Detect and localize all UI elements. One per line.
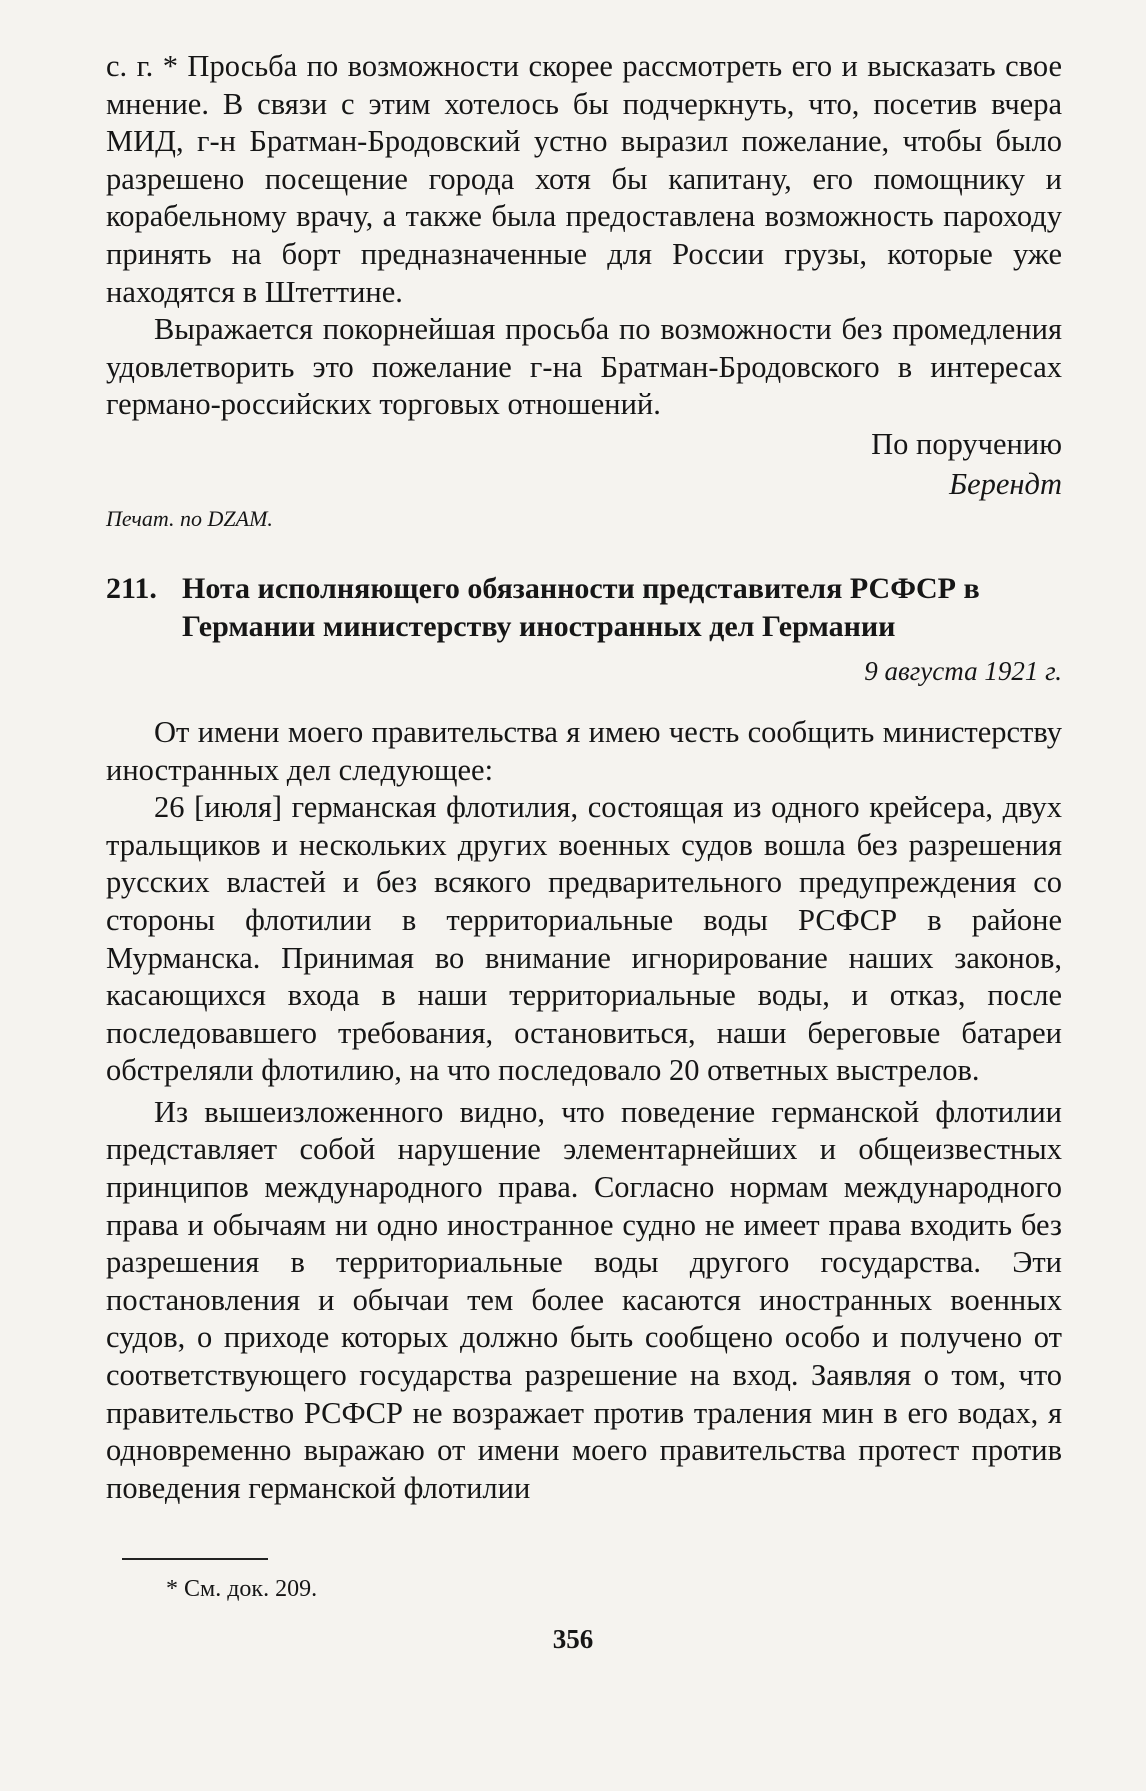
footnote-divider: [122, 1558, 268, 1560]
paragraph-continuation: с. г. * Просьба по возможности скорее рассмотреть его и высказать свое мнение. В связи с этим хотелось бы подчеркнуть, что, посетив вчера МИД, г-н Братман-Бродовский устно выразил пожелание, чтобы было разрешено посещение города хотя бы капитану, его помощнику и корабельному врачу, а также была предоставлена возможность пароходу принять на борт предназначенные для России грузы, которые уже находятся в Штеттине.: [106, 49, 1062, 309]
document-date: 9 августа 1921 г.: [864, 655, 1062, 686]
text-column: [106, 48, 1062, 1507]
paragraph-protest: Из вышеизложенного видно, что поведение германской флотилии представляет собой нарушение элементарнейших и общеизвестных принципов международного права. Согласно нормам международного права и обычаям ни одно иностранное судно не имеет права входить без разрешения в территориальные воды другого государства. Эти постановления и обычаи тем более касаются иностранных военных судов, о приходе которых должно быть сообщено особо и получено от соответствующего государства разрешение на вход. Заявляя о том, что правительство РСФСР не возражает против траления мин в его водах, я одновременно выражаю от имени моего правительства протест против поведения германской флотилии: [106, 1094, 1062, 1505]
closing-phrase: По поручению: [871, 426, 1062, 461]
footnote: * См. док. 209.: [166, 1576, 318, 1602]
document-title: Нота исполняющего обязанности представителя РСФСР в Германии министерству иностранных дел Германии: [182, 571, 980, 643]
source-note: Печат. по DZAM.: [106, 505, 273, 531]
page-number: 356: [552, 1624, 594, 1654]
paragraph-incident: 26 [июля] германская флотилия, состоящая из одного крейсера, двух тральщиков и нескольких других военных судов вошла без разрешения русских властей и без всякого предварительного предупреждения со стороны флотилии в территориальные воды РСФСР в районе Мурманска. Принимая во внимание игнорирование наших законов, касающихся входа в наши территориальные воды, и отказ, после последовавшего требования, остановиться, наши береговые батареи обстреляли флотилию, на что последовало 20 ответных выстрелов.: [106, 790, 1062, 1088]
document-heading: [106, 570, 1062, 646]
paragraph-request: Выражается покорнейшая просьба по возможности без промедления удовлетворить это пожелание г-на Братман-Бродовского в интересах германо-российских торговых отношений.: [106, 312, 1062, 422]
signature-name: Берендт: [949, 466, 1062, 501]
paragraph-intro: От имени моего правительства я имею честь сообщить министерству иностранных дел следующее:: [106, 714, 1062, 787]
document-number: 211.: [106, 571, 157, 605]
